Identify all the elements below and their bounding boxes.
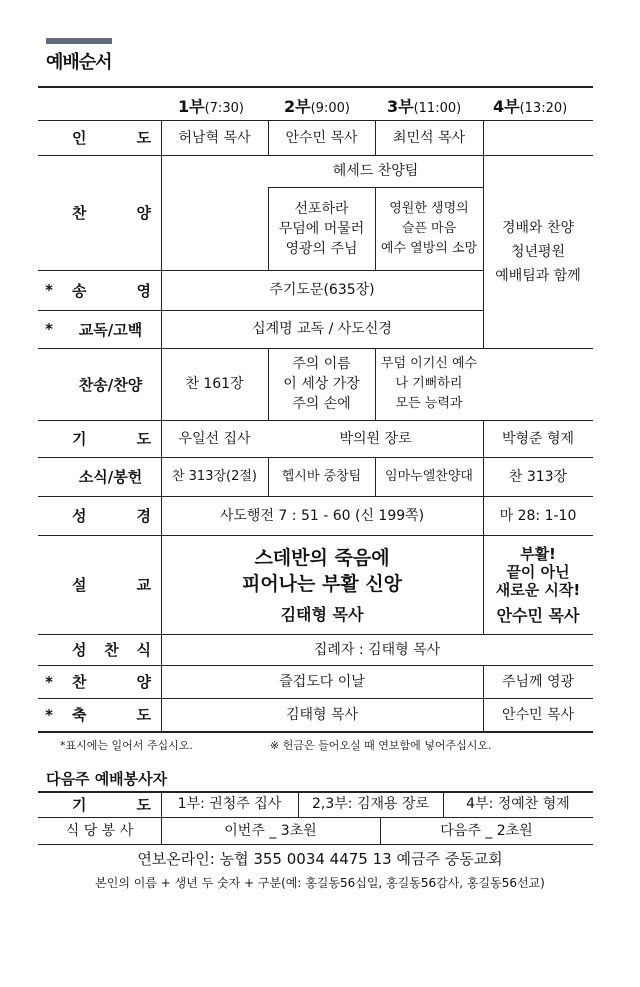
label-communion: 성 찬 식 bbox=[72, 641, 151, 659]
label-creed: * 교독/고백 bbox=[45, 320, 143, 339]
sermon-title-line-1: 스데반의 죽음에 bbox=[254, 546, 390, 569]
cafeteria-next-week: 다음주 _ 2초원 bbox=[440, 822, 533, 839]
table-bottom-border bbox=[38, 731, 593, 733]
giving-instruction: 본인의 이름 + 생년 두 숫자 + 구분(예: 홍길동56십일, 홍길동56감사, 홍길동56선교) bbox=[95, 876, 545, 890]
online-giving: 연보온라인: 농협 355 0034 4475 13 예금주 중동교회 bbox=[137, 850, 503, 868]
news-service-4: 찬 313장 bbox=[508, 468, 568, 485]
prayer-service-23: 박의원 장로 bbox=[339, 430, 412, 447]
next-week-bottom-border bbox=[38, 844, 593, 845]
next-week-prayer-4: 4부: 정예찬 형제 bbox=[466, 796, 570, 812]
sermon4-preacher: 안수민 목사 bbox=[496, 605, 580, 625]
sermon-service-123 bbox=[161, 535, 483, 634]
praise2-service-123: 즐겁도다 이날 bbox=[279, 673, 365, 690]
news-service-2: 헵시바 중창팀 bbox=[281, 468, 362, 484]
next-week-prayer-1: 1부: 권청주 집사 bbox=[177, 796, 282, 812]
news-service-1: 찬 313장(2절) bbox=[171, 468, 258, 484]
header-service-3: 3부(11:00) bbox=[387, 97, 462, 116]
cafeteria-label: 식 당 봉 사 bbox=[65, 822, 134, 839]
benediction-service-4: 안수민 목사 bbox=[501, 706, 575, 723]
label-news: 소식/봉헌 bbox=[78, 468, 143, 486]
table-top-border bbox=[38, 86, 593, 88]
communion-text: 집례자 : 김태형 목사 bbox=[313, 641, 441, 658]
label-scripture: 성 경 bbox=[72, 507, 151, 525]
invocation-service-3: 최민석 목사 bbox=[392, 129, 466, 146]
invocation-service-2: 안수민 목사 bbox=[285, 129, 358, 146]
label-hymn: 찬송/찬양 bbox=[78, 375, 143, 394]
cafeteria-this-week: 이번주 _ 3초원 bbox=[224, 822, 317, 839]
praise-service-3: 영원한 생명의 슬픈 마음 예수 열방의 소망 bbox=[380, 200, 478, 256]
prayer-service-4: 박형준 형제 bbox=[501, 430, 575, 447]
label-praise-2: * 찬 양 bbox=[45, 672, 151, 691]
label-doxology: * 송 영 bbox=[45, 281, 151, 300]
invocation-service-1: 허남혁 목사 bbox=[178, 129, 251, 146]
note-stand: *표시에는 일어서 주십시오. bbox=[60, 739, 193, 752]
next-week-prayer-23: 2,3부: 김재용 장로 bbox=[311, 796, 430, 812]
label-praise: 찬 양 bbox=[72, 204, 151, 222]
header-service-4: 4부(13:20) bbox=[493, 97, 568, 116]
section-title: 예배순서 bbox=[46, 52, 112, 73]
prayer-service-1: 우일선 집사 bbox=[178, 430, 251, 447]
sermon-title-line-2: 피어나는 부활 신앙 bbox=[241, 572, 403, 595]
praise-team: 헤세드 찬양팀 bbox=[332, 163, 419, 179]
title-accent-bar bbox=[46, 38, 112, 44]
next-week-prayer-label: 기 도 bbox=[72, 795, 151, 814]
label-benediction: * 축 도 bbox=[45, 705, 151, 724]
label-prayer: 기 도 bbox=[72, 430, 151, 448]
hymn-service-1: 찬 161장 bbox=[185, 376, 244, 392]
praise-service-2: 선포하라 무덤에 머물러 영광의 주님 bbox=[278, 200, 365, 257]
note-offering: ※ 헌금은 들어오실 때 연보함에 넣어주십시오. bbox=[270, 739, 492, 752]
fourth-service-worship: 경배와 찬양 청년평원 예배팀과 함께 bbox=[495, 219, 581, 284]
praise2-service-4: 주님께 영광 bbox=[501, 673, 575, 690]
creed-text: 십계명 교독 / 사도신경 bbox=[252, 321, 392, 337]
sermon-service-4: 부활! 끝이 아닌 새로운 시작! 안수민 목사 bbox=[495, 544, 581, 625]
scripture-service-123: 사도행전 7 : 51 - 60 (신 199쪽) bbox=[219, 507, 425, 524]
scripture-service-4: 마 28: 1-10 bbox=[499, 507, 577, 524]
hymn-service-3: 무덤 이기신 예수 나 기뻐하리 모든 능력과 bbox=[380, 356, 478, 411]
next-week-title: 다음주 예배봉사자 bbox=[46, 770, 168, 788]
sermon-preacher: 김태형 목사 bbox=[280, 604, 364, 624]
news-service-3: 임마누엘찬양대 bbox=[385, 468, 473, 484]
header-service-1: 1부(7:30) bbox=[178, 97, 244, 116]
hymn-service-2: 주의 이름 이 세상 가장 주의 손에 bbox=[283, 356, 360, 412]
benediction-service-123: 김태형 목사 bbox=[285, 706, 359, 723]
label-invocation: 인 도 bbox=[72, 129, 151, 147]
doxology-text: 주기도문(635장) bbox=[269, 282, 375, 298]
header-service-2: 2부(9:00) bbox=[284, 97, 350, 116]
label-sermon: 설 교 bbox=[72, 576, 151, 594]
